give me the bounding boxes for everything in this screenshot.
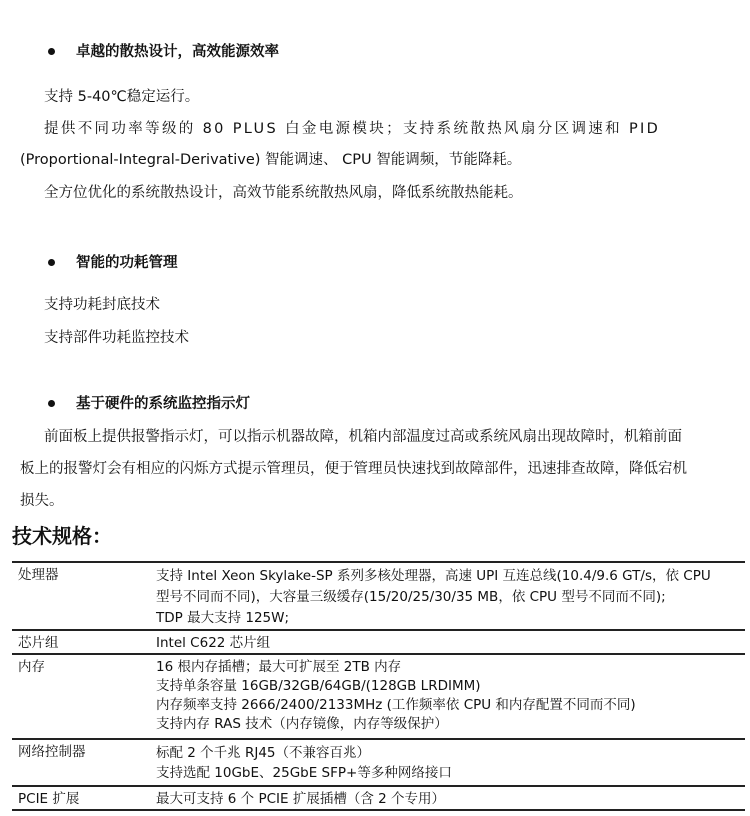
row-value: 支持 Intel Xeon Skylake-SP 系列多核处理器，高速 UPI 互连总线(10.4/9.6 GT/s，依 CPU [156,568,711,584]
paragraph: 板上的报警灯会有相应的闪烁方式提示管理员，便于管理员快速找到故障部件，迅速排查故障，降低宕机 [20,461,687,477]
table-row [12,653,745,738]
table-row [12,738,745,785]
bullet-icon [48,48,55,55]
paragraph: 支持功耗封底技术 [44,297,160,313]
table-row [12,809,745,816]
row-value: 内存频率支持 2666/2400/2133MHz (工作频率依 CPU 和内存配置不同而不同) [156,697,636,713]
table-row [12,561,745,629]
row-key: 芯片组 [18,635,59,651]
paragraph: 损失。 [20,493,64,509]
row-key: 内存 [18,659,45,675]
row-value: 支持选配 10GbE、25GbE SFP+等多种网络接口 [156,765,452,781]
row-value: TDP 最大支持 125W; [156,610,290,626]
paragraph: 支持部件功耗监控技术 [44,330,189,346]
row-value: 支持内存 RAS 技术（内存镜像，内存等级保护） [156,716,448,732]
spec-table [12,561,745,816]
row-key: PCIE 扩展 [18,791,80,807]
table-row [12,629,745,653]
bullet-icon [48,400,55,407]
section-heading: 卓越的散热设计，高效能源效率 [76,44,279,60]
section-heading: 智能的功耗管理 [76,255,178,271]
spec-title: 技术规格： [12,524,112,548]
row-value: 支持单条容量 16GB/32GB/64GB/(128GB LRDIMM) [156,678,481,694]
paragraph: (Proportional-Integral-Derivative) 智能调速、 CPU 智能调频，节能降耗。 [20,152,522,168]
paragraph: 支持 5-40℃稳定运行。 [44,89,200,105]
paragraph: 全方位优化的系统散热设计，高效节能系统散热风扇，降低系统散热能耗。 [44,185,523,201]
row-value: 16 根内存插槽；最大可扩展至 2TB 内存 [156,659,402,675]
paragraph: 提供不同功率等级的 80 PLUS 白金电源模块；支持系统散热风扇分区调速和 PID [44,121,661,137]
row-key: 网络控制器 [18,744,86,760]
bullet-icon [48,259,55,266]
row-value: Intel C622 芯片组 [156,635,271,651]
paragraph: 前面板上提供报警指示灯，可以指示机器故障，机箱内部温度过高或系统风扇出现故障时，机箱前面 [44,429,682,445]
row-value: 型号不同而不同)，大容量三级缓存(15/20/25/30/35 MB，依 CPU 型号不同而不同); [156,589,666,605]
row-key: 处理器 [18,567,59,583]
section-heading: 基于硬件的系统监控指示灯 [76,396,250,412]
row-value: 最大可支持 6 个 PCIE 扩展插槽（含 2 个专用） [156,791,446,807]
table-row [12,785,745,809]
row-value: 标配 2 个千兆 RJ45（不兼容百兆） [156,745,371,761]
